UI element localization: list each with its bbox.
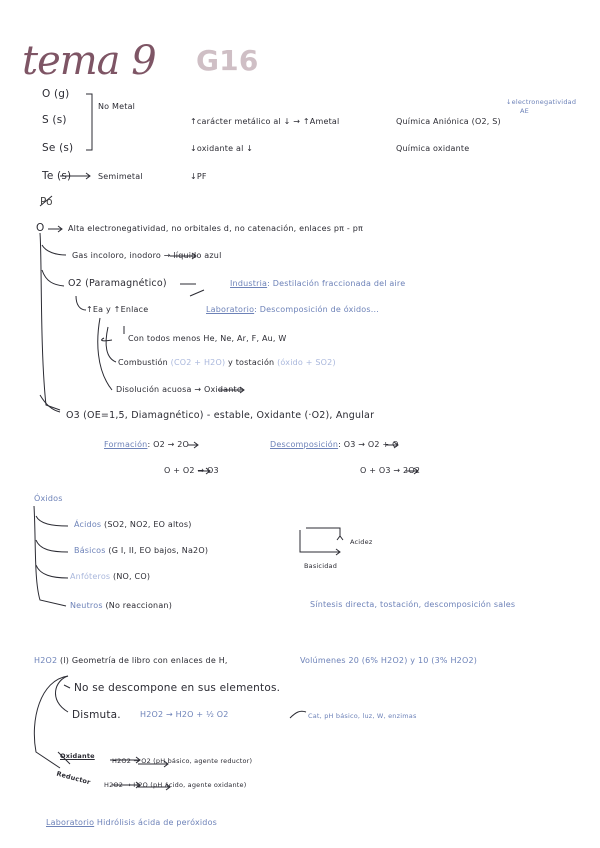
oxide-type-name: Básicos [74,546,106,555]
combustion: Combustión [118,358,168,367]
tostacion: y tostación [228,358,275,367]
oxide-type-detail: (SO2, NO2, EO altos) [104,520,192,529]
dismuta: Dismuta. [72,709,121,721]
oxygen-properties: Alta electronegatividad, no orbitales d, no catenación, enlaces pπ - pπ [68,224,363,233]
oxygen-gas: Gas incoloro, inodoro → líquido azul [72,251,222,260]
decomp-eq1: : O3 → O2 + O [338,440,399,449]
oxides-synthesis: Síntesis directa, tostación, descomposición sales [310,600,516,609]
oxidante-label: Oxidante [60,752,95,760]
catalysts: Cat, pH básico, luz, W, enzimas [308,712,417,720]
decomp-label: Descomposición [270,440,339,449]
oxidant-trend: ↓oxidante al ↓ [190,144,254,153]
oxygen-symbol: O [36,222,45,234]
element-sulfur: S (s) [42,114,67,126]
oxide-type-name: Ácidos [74,520,102,529]
peroxide-formula: H2O2 [34,656,58,665]
element-tellurium: Te (s) [42,170,72,182]
oxide-type-detail: (G I, II, EO bajos, Na2O) [108,546,209,555]
laboratorio-text: : Descomposición de óxidos... [254,305,379,314]
ea-enlace: ↑Ea y ↑Enlace [86,305,149,314]
industria-text: : Destilación fraccionada del aire [267,279,406,288]
laboratorio-label: Laboratorio [206,305,255,314]
formation-eq1: : O2 → 2O [147,440,190,449]
reacts-with: Con todos menos He, Ne, Ar, F, Au, W [128,334,287,343]
oxidante-eq: H2O2 → O2 (pH básico, agente reductor) [112,757,253,765]
page-title: tema 9 [22,38,156,84]
oxidant-chemistry: Química oxidante [396,144,470,153]
industria-label: Industria [230,279,268,288]
electroneg-note: ↓electronegatividad [506,98,577,106]
peroxide-lab-text: Hidrólisis ácida de peróxidos [96,818,218,827]
polonium-struck: Po [40,196,53,208]
metallic-trend: ↑carácter metálico al ↓ → ↑Ametal [190,117,340,126]
formation-eq2: O + O2 → O3 [164,466,219,475]
acidity-label: Acidez [350,538,373,546]
tostacion-products: (óxido + SO2) [277,358,336,367]
oxide-type-name: Anfóteros [70,572,111,581]
pf-trend: ↓PF [190,172,207,181]
peroxide-lab-label: Laboratorio [46,818,95,827]
element-oxygen: O (g) [42,88,70,100]
no-metal-label: No Metal [98,102,136,111]
dismuta-eq: H2O2 → H2O + ½ O2 [140,710,229,719]
oxide-type-detail: (No reaccionan) [105,601,173,610]
peroxide-volumes: Volúmenes 20 (6% H2O2) y 10 (3% H2O2) [300,656,478,665]
dissolution: Disolución acuosa → Oxidante [116,385,242,394]
ae-note: AE [520,107,529,115]
semimetal-label: Semimetal [98,172,143,181]
peroxide-description: (l) Geometría de libro con enlaces de H, [60,656,228,665]
oxides-title: Óxidos [34,494,63,503]
decomp-eq2: O + O3 → 2O2 [360,466,421,475]
anionic-chemistry: Química Aniónica (O2, S) [396,117,501,126]
oxide-type-name: Neutros [70,601,103,610]
no-decompose: No se descompone en sus elementos. [74,682,281,694]
combustion-products: (CO2 + H2O) [170,358,226,367]
element-selenium: Se (s) [42,142,74,154]
o2-paramagnetic: O2 (Paramagnético) [68,278,167,289]
formation-label: Formación [104,440,148,449]
reductor-label: Reductor [55,769,92,787]
basicity-label: Basicidad [304,562,338,570]
reductor-eq: H2O2 → H2O (pH ácido, agente oxidante) [104,781,247,789]
o3-properties: O3 (OE=1,5, Diamagnético) - estable, Oxidante (·O2), Angular [66,410,375,421]
oxide-type-detail: (NO, CO) [113,572,151,581]
group-code: G16 [196,44,259,77]
